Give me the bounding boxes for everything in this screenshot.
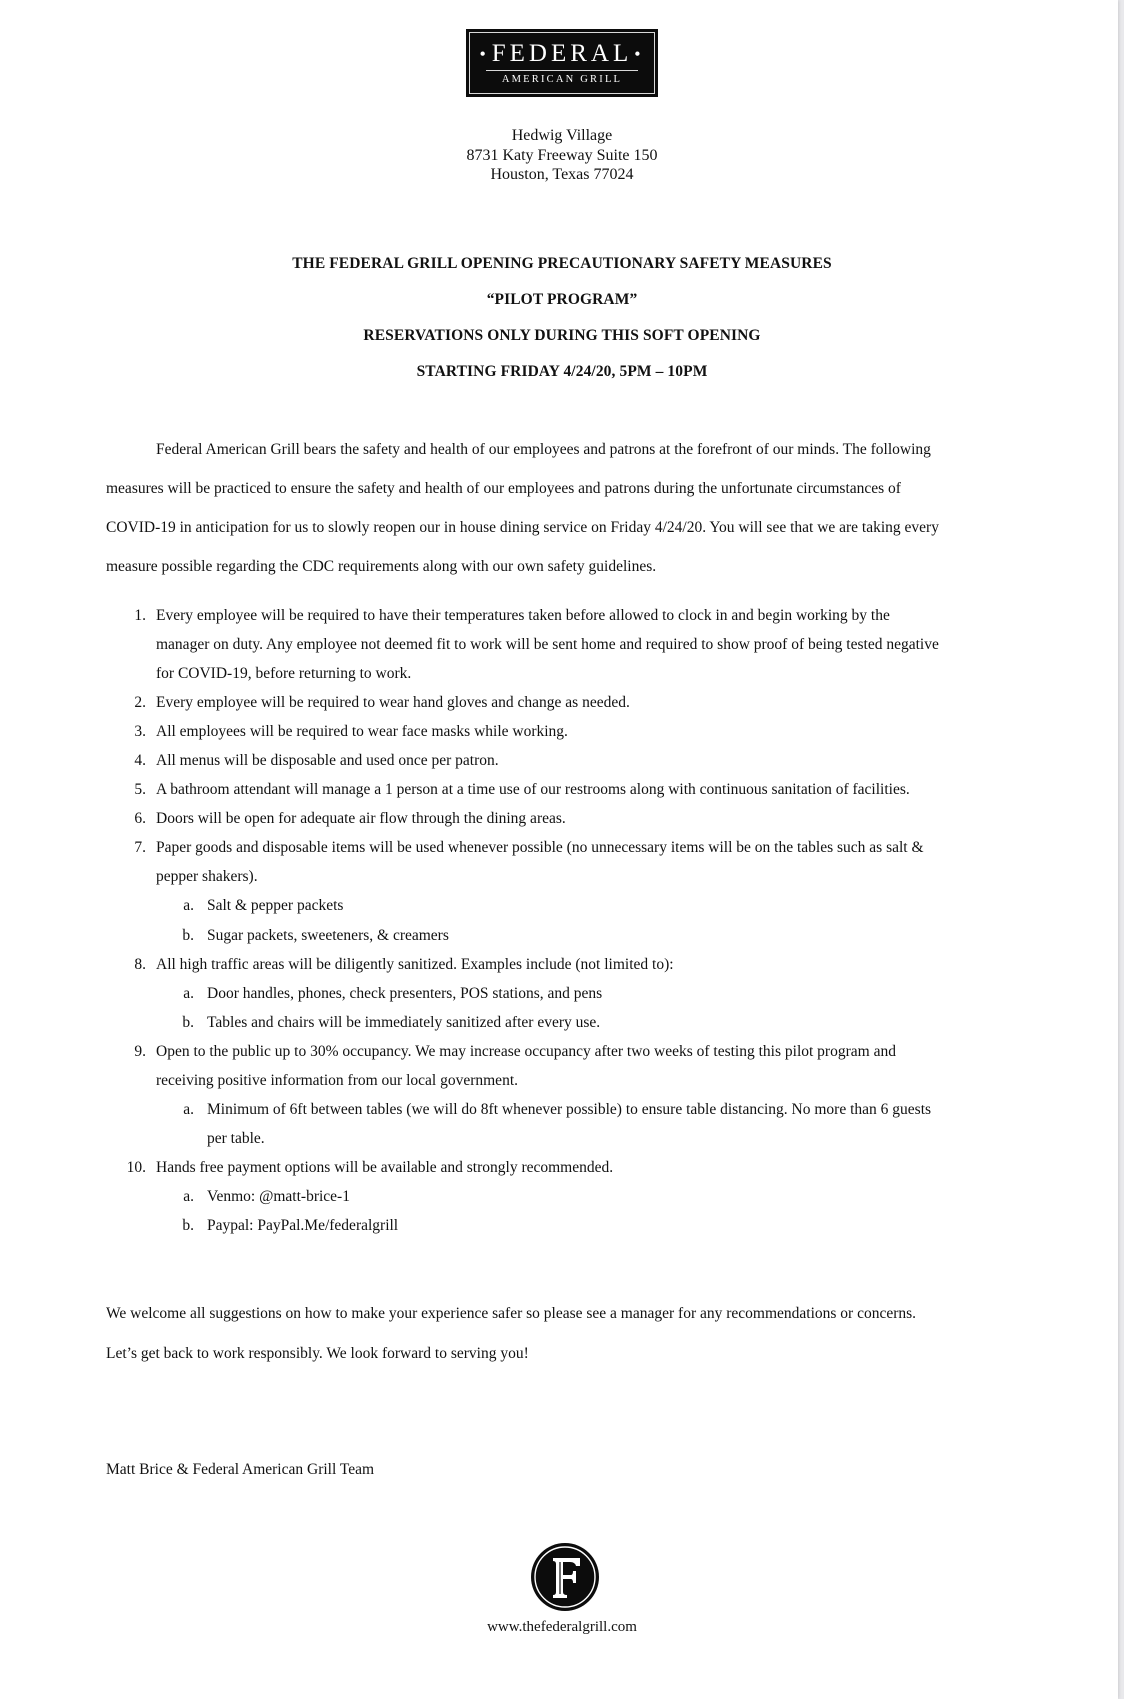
closing-suggestions: We welcome all suggestions on how to make your experience safer so please see a manager for any recommendations or concerns. [106, 1305, 917, 1322]
list-item-3: All employees will be required to wear face masks while working. [156, 723, 568, 740]
logo-dot-icon: • [634, 43, 645, 64]
list-item-5: A bathroom attendant will manage a 1 person at a time use of our restrooms along with continuous sanitation of facilities. [156, 781, 910, 798]
list-item-6: Doors will be open for adequate air flow through the dining areas. [156, 810, 566, 827]
list-item-8-sub-b: Tables and chairs will be immediately sanitized after every use. [207, 1014, 601, 1031]
intro-paragraph [106, 430, 1026, 586]
sub-item-letter: a. [183, 1101, 194, 1118]
paypal-handle: Paypal: PayPal.Me/federalgrill [207, 1217, 399, 1234]
logo-main-wordmark [477, 41, 646, 67]
list-item-number: 6. [134, 810, 146, 827]
pilot-program-heading: “PILOT PROGRAM” [486, 291, 638, 308]
list-item-8: All high traffic areas will be diligently sanitized. Examples include (not limited to): [156, 956, 674, 973]
address-line-3: Houston, Texas 77024 [490, 166, 634, 183]
intro-line-2: measures will be practiced to ensure the safety and health of our employees and patrons during the unfortunate circumstances of [106, 480, 901, 497]
logo-main-text: FEDERAL [491, 39, 633, 67]
intro-line-1: Federal American Grill bears the safety and health of our employees and patrons at the forefront of our minds. The following [156, 441, 931, 458]
sub-item-letter: b. [182, 1014, 194, 1031]
document-title: THE FEDERAL GRILL OPENING PRECAUTIONARY SAFETY MEASURES [292, 255, 832, 272]
logo-dot-icon: • [479, 43, 490, 64]
federal-logo-frame [469, 32, 655, 94]
list-item-number: 9. [134, 1043, 146, 1060]
sub-item-letter: b. [182, 927, 194, 944]
list-item-8-sub-a: Door handles, phones, check presenters, POS stations, and pens [207, 985, 603, 1002]
sub-item-letter: a. [183, 985, 194, 1002]
sub-item-letter: a. [183, 1188, 194, 1205]
sub-item-letter: a. [183, 897, 194, 914]
federal-logo [466, 29, 658, 97]
venmo-handle: Venmo: @matt-brice-1 [207, 1188, 350, 1205]
signature: Matt Brice & Federal American Grill Team [106, 1461, 375, 1478]
list-item-4: All menus will be disposable and used once per patron. [156, 752, 499, 769]
logo-subtitle: AMERICAN GRILL [501, 73, 623, 85]
list-item-9-sub-a-line-2: per table. [207, 1130, 265, 1147]
list-item-number: 3. [134, 723, 146, 740]
list-item-7-sub-b: Sugar packets, sweeteners, & creamers [207, 927, 449, 944]
list-item-7-line-1: Paper goods and disposable items will be used whenever possible (no unnecessary items will be on the tables such as salt & [156, 839, 924, 856]
start-date-heading: STARTING FRIDAY 4/24/20, 5PM – 10PM [416, 363, 708, 380]
address-line-2: 8731 Katy Freeway Suite 150 [466, 146, 658, 164]
list-item-number: 8. [134, 956, 146, 973]
reservations-heading: RESERVATIONS ONLY DURING THIS SOFT OPENING [363, 327, 761, 344]
list-item-9-line-2: receiving positive information from our local government. [156, 1072, 518, 1089]
list-item-9-line-1: Open to the public up to 30% occupancy. We may increase occupancy after two weeks of testing this pilot program and [156, 1043, 896, 1060]
list-item-number: 5. [134, 781, 146, 798]
list-item-1-line-2: manager on duty. Any employee not deemed fit to work will be sent home and required to show proof of being tested negative [156, 636, 939, 653]
list-item-number: 2. [134, 694, 146, 711]
list-item-1-line-3: for COVID-19, before returning to work. [156, 665, 412, 682]
list-item-7-sub-a: Salt & pepper packets [207, 897, 344, 914]
list-item-number: 4. [134, 752, 146, 769]
list-item-7-line-2: pepper shakers). [156, 868, 258, 885]
list-item-number: 7. [134, 839, 146, 856]
list-item-1-line-1: Every employee will be required to have their temperatures taken before allowed to clock in and begin working by the [156, 607, 890, 624]
list-item-2: Every employee will be required to wear hand gloves and change as needed. [156, 694, 630, 711]
list-item-10: Hands free payment options will be available and strongly recommended. [156, 1159, 614, 1176]
sub-item-letter: b. [182, 1217, 194, 1234]
address-block [0, 126, 1124, 185]
list-item-number: 10. [126, 1159, 146, 1176]
website-url: www.thefederalgrill.com [487, 1619, 637, 1635]
federal-f-emblem-icon [530, 1542, 600, 1612]
logo-divider [486, 70, 638, 71]
list-item-9-sub-a-line-1: Minimum of 6ft between tables (we will do 8ft whenever possible) to ensure table distancing. No more than 6 guests [207, 1101, 932, 1118]
list-item-number: 1. [134, 607, 146, 624]
intro-line-4: measure possible regarding the CDC requirements along with our own safety guidelines. [106, 558, 657, 575]
closing-sign-off: Let’s get back to work responsibly. We look forward to serving you! [106, 1345, 529, 1362]
intro-line-3: COVID-19 in anticipation for us to slowly reopen our in house dining service on Friday 4/24/20. You will see that we are taking every [106, 519, 939, 536]
address-line-1: Hedwig Village [511, 127, 613, 144]
